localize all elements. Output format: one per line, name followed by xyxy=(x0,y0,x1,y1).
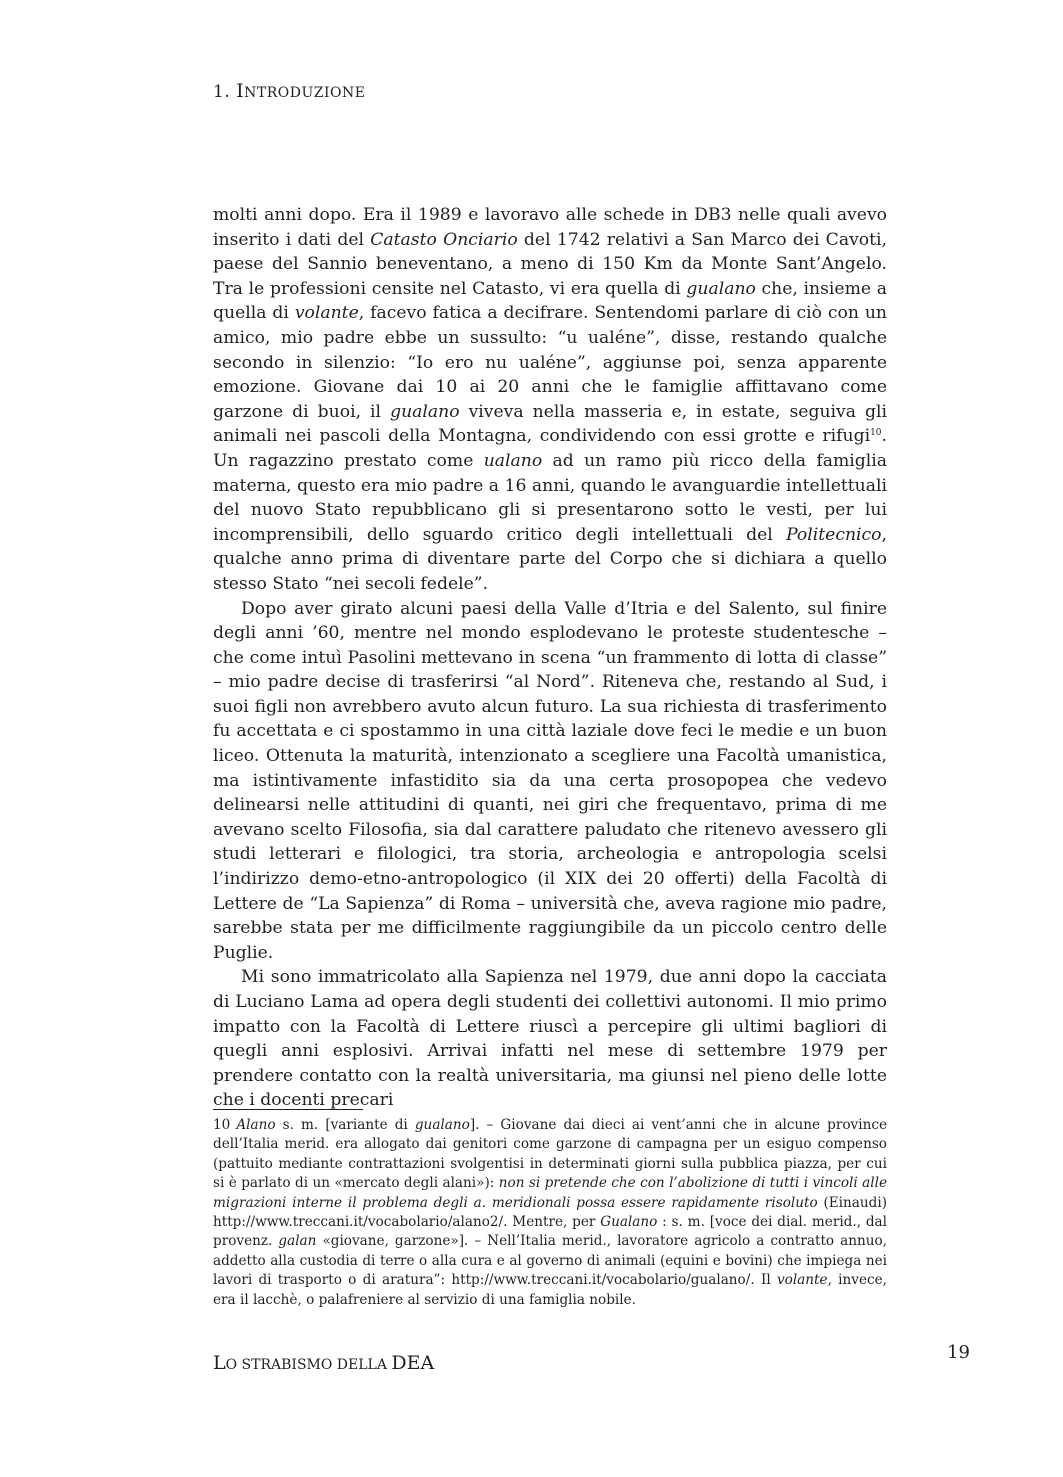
text-run: che, insieme a quella di xyxy=(213,278,887,324)
fn-text: s. m. [variante di xyxy=(275,1117,415,1133)
footnote-marker[interactable]: 10 xyxy=(870,428,882,439)
fn-text: (Einaudi) http://www.treccani.it/vocabolario/alano2/. Mentre, per xyxy=(213,1194,887,1231)
footnote xyxy=(213,1116,887,1310)
text-run: ad un ramo più ricco della famiglia materna, questo era mio padre a 16 anni, quando le avanguardie intellettuali del nuovo Stato repubblicano gli si presentarono sotto le vesti, per lui incomprensibili, dello sguardo critico degli intellettuali del xyxy=(213,450,887,545)
text-run: , qualche anno prima di diventare parte del Corpo che si dichiara a quello stesso Stato “nei secoli fedele”. xyxy=(213,524,887,594)
text-run: , facevo fatica a decifrare. Sentendomi parlare di ciò con un amico, mio padre ebbe un sussulto: “u ualéne”, disse, restando qualche secondo in silenzio: “Io ero nu ualéne”, aggiunse poi, senza apparente emozione. Giovane dai 10 ai 20 anni che le famiglie affittavano come garzone di buoi, il xyxy=(213,303,887,422)
title-catasto-onciario: Catasto Onciario xyxy=(370,229,518,250)
footnote-number: 10 xyxy=(213,1117,231,1133)
section-number: 1. xyxy=(213,82,237,102)
term-gualano: gualano xyxy=(390,401,460,422)
fn-text: , invece, era il lacchè, o palafreniere al servizio di una famiglia nobile. xyxy=(213,1272,887,1308)
fn-term-gualano: Gualano xyxy=(600,1214,658,1231)
running-head xyxy=(213,80,365,102)
fn-text: «giovane, garzone»]. – Nell’Italia merid., lavoratore agricolo a contratto annuo, addetto alla custodia di terre o alla cura e al governo di animali (equini e bovini) che impiega nei lavori di trasporto o di aratura”: http://www.treccani.it/vocabolario/gualano/. Il xyxy=(213,1233,888,1289)
fn-term-volante: volante xyxy=(776,1272,828,1289)
fn-term-alano: Alano xyxy=(236,1117,276,1133)
section-title-initial: I xyxy=(236,80,245,102)
footnote-rule xyxy=(213,1109,363,1110)
paragraph-1 xyxy=(213,203,887,597)
page-number: 19 xyxy=(947,1342,970,1363)
running-foot xyxy=(213,1352,434,1374)
paragraph-2: Dopo aver girato alcuni paesi della Valle d’Itria e del Salento, sul finire degli anni ’60, mentre nel mondo esplodevano le proteste studentesche – che come intuì Pasolini mettevano in scena “un frammento di lotta di classe” – mio padre decise di trasferirsi “al Nord”. Riteneva che, restando al Sud, i suoi figli non avrebbero avuto alcun futuro. La sua richiesta di trasferimento fu accettata e ci spostammo in una città laziale dove feci le medie e un buon liceo. Ottenuta la maturità, intenzionato a scegliere una Facoltà umanistica, ma istintivamente infastidito sia da una certa prosopopea che vedevo delinearsi nelle attitudini di quanti, nei giri che frequentavo, prima di me avevano scelto Filosofia, sia dal carattere paludato che ritenevo avessero gli studi letterari e filologici, tra storia, archeologia e antropologia scelsi l’indirizzo demo-etno-antropologico (il XIX dei 20 offerti) della Facoltà di Lettere de “La Sapienza” di Roma – università che, aveva ragione mio padre, sarebbe stata per me difficilmente raggiungibile da un piccolo centro delle Puglie. xyxy=(213,598,887,963)
title-politecnico: Politecnico xyxy=(786,524,882,545)
paragraph-3: Mi sono immatricolato alla Sapienza nel 1979, due anni dopo la cacciata di Luciano Lama ad opera degli studenti dei collettivi autonomi. Il mio primo impatto con la Facoltà di Lettere riuscì a percepire gli ultimi bagliori di quegli anni esplosivi. Arrivai infatti nel mese di settembre 1979 per prendere contatto con la realtà universitaria, ma giunsi nel pieno delle lotte che i docenti precari xyxy=(213,967,887,1111)
fn-quotation: non si pretende che con l’abolizione di tutti i vincoli alle migrazioni interne il problema degli a. meridionali possa essere rapidamente risoluto xyxy=(213,1175,887,1211)
term-volante: volante xyxy=(294,303,359,324)
term-ualano: ualano xyxy=(483,450,543,471)
fn-text: ]. – Giovane dai dieci ai vent’anni che in alcune province dell’Italia merid. era allogato dai genitori come garzone di campagna per un esiguo compenso (pattuito mediante contrattazioni svolgentisi in determinati giorni sulla pubblica piazza, per cui si è parlato di un «mercato degli alani»): xyxy=(213,1117,887,1192)
main-text xyxy=(213,203,887,1113)
fn-term-galan: galan xyxy=(278,1233,317,1250)
text-run: del 1742 relativi a San Marco dei Cavoti, paese del Sannio beneventano, a meno di 150 Km da Monte Sant’Angelo. Tra le professioni censite nel Catasto, vi era quella di xyxy=(213,229,888,299)
text-run: viveva nella masseria e, in estate, seguiva gli animali nei pascoli della Montagna, condividendo con essi grotte e rifugi xyxy=(213,401,887,447)
text-run: molti anni dopo. Era il 1989 e lavoravo alle schede in DB3 nelle quali avevo inserito i dati del xyxy=(213,205,887,250)
text-run: . Un ragazzino prestato come xyxy=(213,426,887,471)
fn-text: : s. m. [voce dei dial. merid., dal provenz. xyxy=(213,1214,887,1250)
term-gualano: gualano xyxy=(686,278,756,299)
book-title-initial: L xyxy=(213,1352,226,1374)
fn-term-gualano: gualano xyxy=(414,1117,470,1133)
book-title-rest: O STRABISMO DELLA xyxy=(225,1357,392,1373)
book-title-end: DEA xyxy=(391,1352,435,1374)
section-title-rest: NTRODUZIONE xyxy=(244,85,366,101)
